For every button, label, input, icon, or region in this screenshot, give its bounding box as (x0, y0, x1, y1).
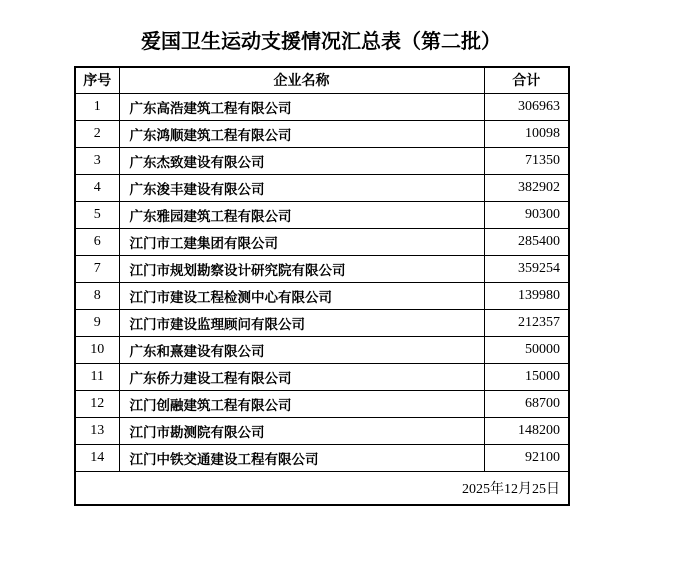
table-header (75, 67, 569, 93)
total-value: 15000 (484, 363, 569, 390)
row-number: 3 (75, 147, 119, 174)
row-number: 14 (75, 444, 119, 471)
summary-table (74, 66, 570, 506)
total-value: 285400 (484, 228, 569, 255)
footer-row (75, 471, 569, 505)
company-name: 江门市规划勘察设计研究院有限公司 (119, 255, 484, 282)
table-row (75, 228, 569, 255)
company-name: 江门创融建筑工程有限公司 (119, 390, 484, 417)
company-name: 江门市建设工程检测中心有限公司 (119, 282, 484, 309)
total-value: 50000 (484, 336, 569, 363)
table-row (75, 147, 569, 174)
company-name: 广东杰致建设有限公司 (119, 147, 484, 174)
table-row (75, 444, 569, 471)
total-value: 139980 (484, 282, 569, 309)
col-header-serial: 序号 (75, 67, 119, 93)
table-body (75, 93, 569, 471)
company-name: 广东浚丰建设有限公司 (119, 174, 484, 201)
total-value: 71350 (484, 147, 569, 174)
table-row (75, 336, 569, 363)
table-row (75, 309, 569, 336)
table-footer (75, 471, 569, 505)
table-row (75, 93, 569, 120)
row-number: 11 (75, 363, 119, 390)
total-value: 92100 (484, 444, 569, 471)
row-number: 5 (75, 201, 119, 228)
table-row (75, 363, 569, 390)
col-header-company-name: 企业名称 (119, 67, 484, 93)
footer-date: 2025年12月25日 (75, 471, 569, 505)
row-number: 2 (75, 120, 119, 147)
row-number: 10 (75, 336, 119, 363)
table-row (75, 282, 569, 309)
row-number: 4 (75, 174, 119, 201)
total-value: 359254 (484, 255, 569, 282)
company-name: 江门市工建集团有限公司 (119, 228, 484, 255)
page-title: 爱国卫生运动支援情况汇总表（第二批） (141, 31, 501, 53)
row-number: 6 (75, 228, 119, 255)
table-row (75, 174, 569, 201)
table-row (75, 255, 569, 282)
table-row (75, 390, 569, 417)
company-name: 江门市建设监理顾问有限公司 (119, 309, 484, 336)
total-value: 306963 (484, 93, 569, 120)
total-value: 90300 (484, 201, 569, 228)
company-name: 广东鸿顺建筑工程有限公司 (119, 120, 484, 147)
row-number: 9 (75, 309, 119, 336)
table-row (75, 201, 569, 228)
company-name: 广东高浩建筑工程有限公司 (119, 93, 484, 120)
total-value: 148200 (484, 417, 569, 444)
total-value: 10098 (484, 120, 569, 147)
header-row (75, 67, 569, 93)
company-name: 广东雅园建筑工程有限公司 (119, 201, 484, 228)
company-name: 广东侨力建设工程有限公司 (119, 363, 484, 390)
company-name: 江门市勘测院有限公司 (119, 417, 484, 444)
total-value: 382902 (484, 174, 569, 201)
total-value: 212357 (484, 309, 569, 336)
row-number: 7 (75, 255, 119, 282)
company-name: 广东和熹建设有限公司 (119, 336, 484, 363)
row-number: 13 (75, 417, 119, 444)
row-number: 1 (75, 93, 119, 120)
row-number: 12 (75, 390, 119, 417)
col-header-total: 合计 (484, 67, 569, 93)
table-row (75, 417, 569, 444)
total-value: 68700 (484, 390, 569, 417)
row-number: 8 (75, 282, 119, 309)
table-row (75, 120, 569, 147)
company-name: 江门中铁交通建设工程有限公司 (119, 444, 484, 471)
